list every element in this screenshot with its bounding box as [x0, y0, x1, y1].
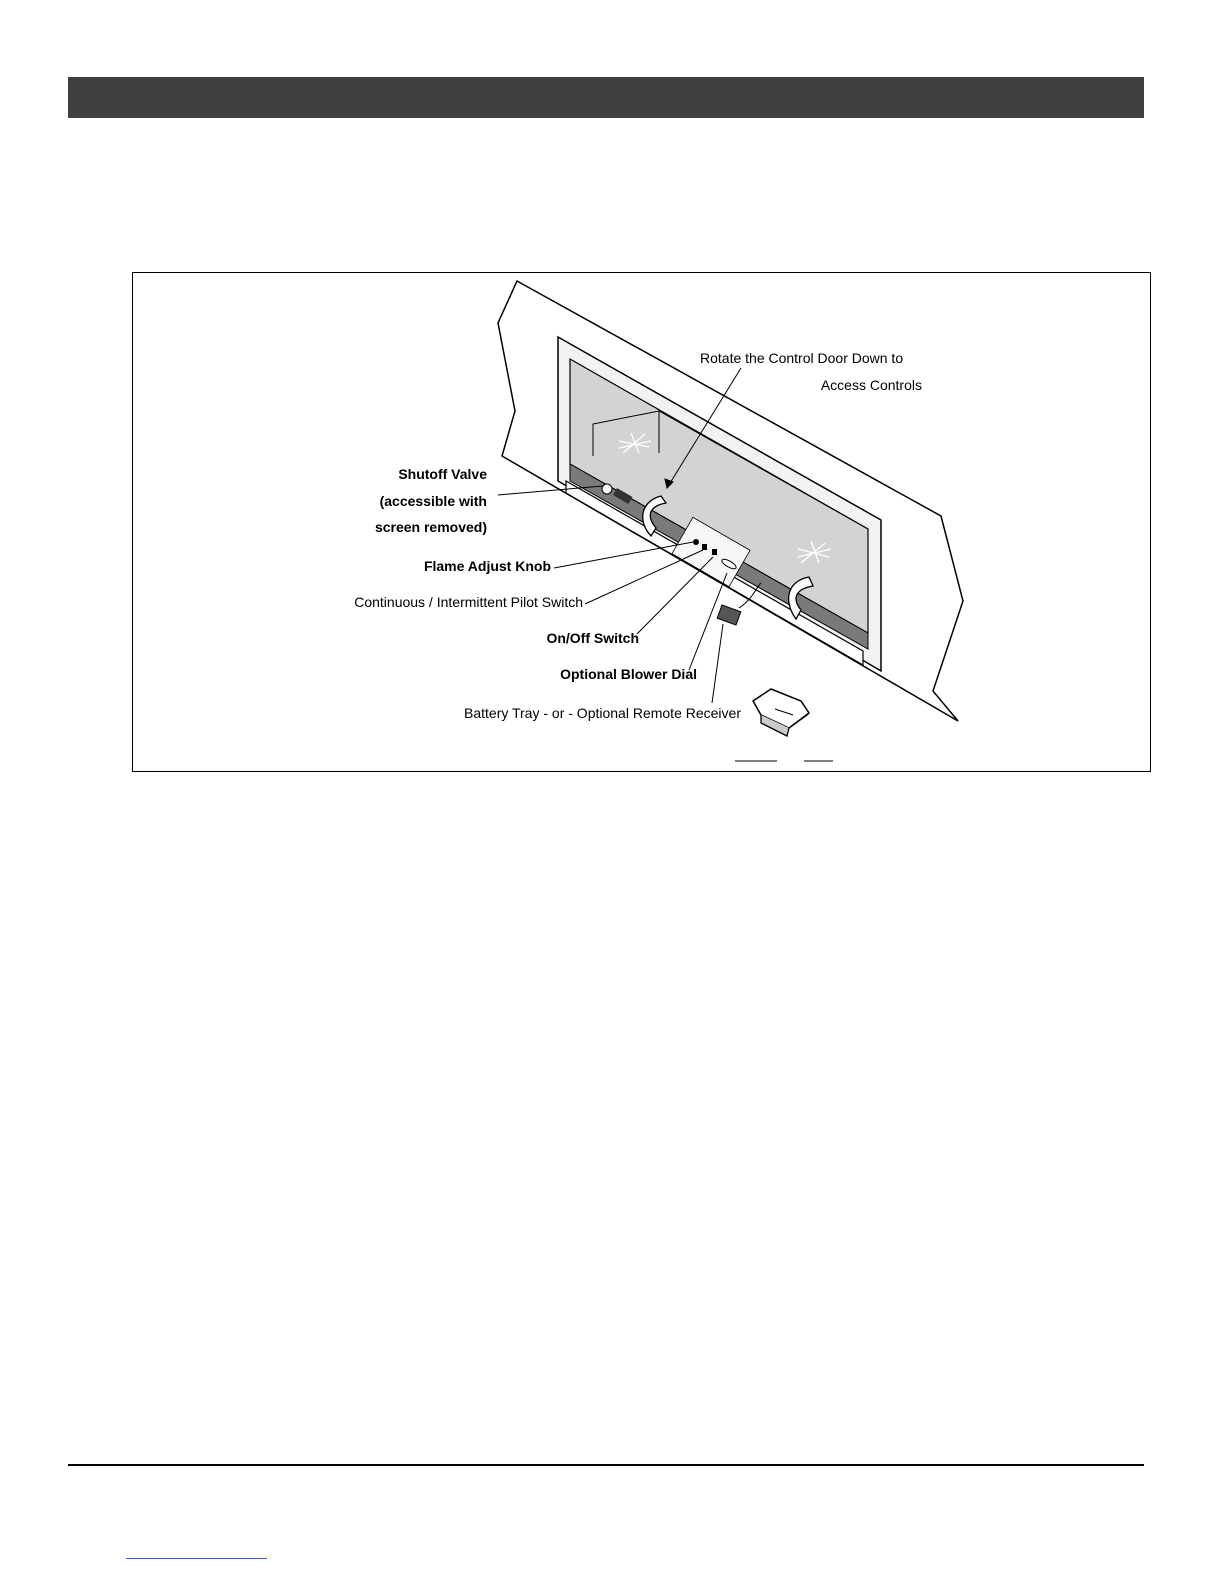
section-header-bar: [68, 77, 1144, 118]
footer-link-underline: [126, 1558, 267, 1559]
label-rotate-door-line2: Access Controls: [820, 377, 922, 393]
footer-rule: [68, 1464, 1144, 1466]
label-optional-blower-dial: Optional Blower Dial: [560, 666, 697, 682]
figure-control-access: [132, 272, 1151, 772]
label-shutoff-valve-line1: Shutoff Valve: [398, 466, 487, 482]
label-flame-adjust-knob: Flame Adjust Knob: [423, 558, 551, 574]
label-battery-tray: Battery Tray - or - Optional Remote Receiver: [464, 705, 741, 721]
battery-tray-icon: [753, 689, 809, 736]
fireplace-illustration: [133, 273, 1150, 771]
label-rotate-door-line1: Rotate the Control Door Down to: [700, 350, 904, 366]
label-pilot-switch: Continuous / Intermittent Pilot Switch: [354, 594, 583, 610]
label-on-off-switch: On/Off Switch: [546, 630, 639, 646]
label-shutoff-valve-line2: (accessible with: [379, 493, 487, 509]
label-shutoff-valve-line3: screen removed): [374, 519, 487, 535]
